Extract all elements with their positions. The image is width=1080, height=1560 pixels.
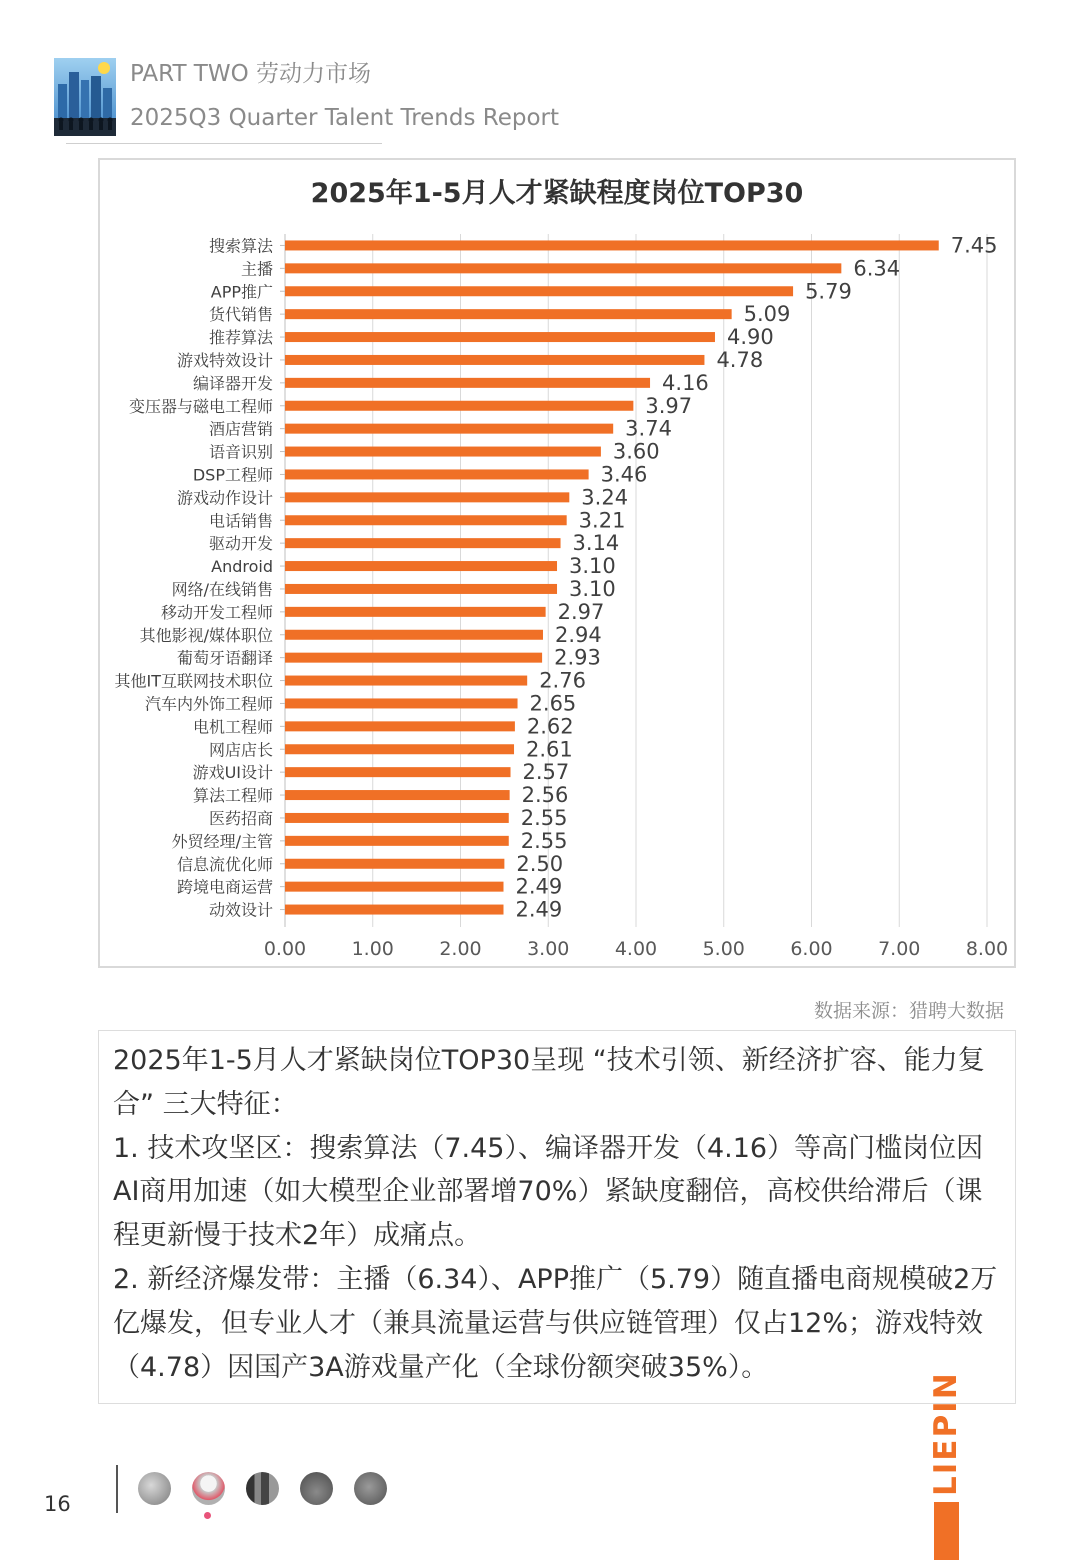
chart-container [98, 158, 1016, 968]
brand-logo-text: LIEPIN [928, 1371, 964, 1496]
bar [285, 584, 557, 594]
source-note: 数据来源：猎聘大数据 [813, 1000, 1004, 1022]
value-label: 4.16 [662, 370, 709, 395]
bar-chart [100, 160, 1014, 966]
category-label: 酒店营销 [208, 419, 273, 439]
avatar-globe-icon [138, 1472, 171, 1505]
value-label: 5.79 [805, 279, 852, 304]
value-label: 3.24 [581, 485, 629, 510]
bar [285, 882, 503, 892]
value-label: 4.90 [726, 325, 774, 350]
category-label: 医药招商 [208, 808, 273, 828]
analysis-text-box [98, 1030, 1016, 1404]
x-tick-label: 7.00 [878, 938, 921, 960]
bar [285, 836, 509, 846]
bar [285, 561, 557, 571]
bar [285, 653, 542, 663]
bar [285, 790, 510, 800]
brand-accent-bar [934, 1502, 959, 1560]
x-tick-label: 6.00 [790, 938, 833, 960]
header-text [130, 52, 559, 140]
bar [285, 744, 514, 754]
value-label: 2.61 [526, 737, 573, 762]
value-label: 2.50 [516, 851, 564, 876]
avatar-person-icon [192, 1472, 225, 1505]
x-tick-label: 4.00 [614, 938, 658, 960]
footer-divider [116, 1465, 118, 1513]
bar [285, 263, 841, 273]
value-label: 3.97 [645, 393, 693, 418]
header-part-title: PART TWO 劳动力市场 [130, 61, 372, 87]
category-label: 推荐算法 [208, 328, 273, 348]
bar [285, 767, 511, 777]
value-label: 7.45 [950, 233, 998, 258]
value-label: 2.62 [526, 714, 574, 739]
category-label: 游戏动作设计 [176, 488, 273, 508]
category-label: 语音识别 [208, 442, 273, 462]
value-label: 3.14 [572, 531, 620, 556]
page-number: 16 [44, 1492, 71, 1516]
x-tick-label: 1.00 [351, 938, 394, 960]
analysis-intro: 2025年1-5月人才紧缺岗位TOP30呈现 “技术引领、新经济扩容、能力复合” 三大特征： [113, 1045, 985, 1120]
value-label: 3.21 [578, 508, 626, 533]
category-label: 编译器开发 [192, 373, 273, 393]
bar [285, 309, 732, 319]
value-label: 3.46 [600, 462, 648, 487]
category-label: 变压器与磁电工程师 [128, 396, 273, 416]
value-label: 2.94 [554, 622, 602, 647]
x-tick-label: 0.00 [263, 938, 307, 960]
active-indicator-dot [204, 1512, 211, 1519]
x-tick-label: 8.00 [965, 938, 1009, 960]
bar [285, 515, 567, 525]
category-label: 主播 [240, 259, 273, 279]
category-label: 跨境电商运营 [176, 877, 273, 897]
category-label: APP推广 [210, 282, 273, 302]
value-label: 3.74 [625, 416, 672, 441]
bar [285, 332, 715, 342]
category-label: Android [211, 557, 273, 577]
x-tick-label: 3.00 [527, 938, 570, 960]
bar [285, 607, 546, 617]
category-label: 移动开发工程师 [160, 602, 273, 622]
value-label: 3.10 [569, 554, 616, 579]
bar [285, 859, 504, 869]
value-label: 2.65 [529, 691, 577, 716]
bar [285, 698, 518, 708]
category-label: DSP工程师 [192, 465, 273, 485]
bar [285, 378, 650, 388]
category-label: 游戏UI设计 [192, 763, 273, 783]
value-label: 2.56 [521, 783, 569, 808]
category-label: 电话销售 [208, 511, 273, 531]
category-label: 网店店长 [208, 740, 273, 760]
x-tick-label: 5.00 [702, 938, 745, 960]
bar [285, 538, 561, 548]
value-label: 5.09 [743, 302, 791, 327]
bar [285, 424, 613, 434]
category-label: 驱动开发 [208, 534, 273, 554]
value-label: 2.55 [520, 828, 568, 853]
value-label: 2.97 [557, 599, 605, 624]
chart-title: 2025年1-5月人才紧缺程度岗位TOP30 [310, 178, 804, 209]
value-label: 2.76 [539, 668, 586, 693]
bar [285, 286, 793, 296]
header-divider [66, 143, 382, 144]
value-label: 3.60 [612, 439, 660, 464]
bar [285, 676, 527, 686]
analysis-point-1: 1. 技术攻坚区：搜索算法（7.45）、编译器开发（4.16）等高门槛岗位因AI商用加速（如大模型企业部署增70%）紧缺度翻倍，高校供给滞后（课程更新慢于技术2年）成痛点。 [113, 1132, 984, 1252]
bar [285, 447, 601, 457]
category-label: 其他IT互联网技术职位 [114, 671, 273, 691]
category-label: 电机工程师 [192, 717, 273, 737]
bar [285, 492, 569, 502]
value-label: 2.57 [522, 760, 570, 785]
bar [285, 721, 515, 731]
value-label: 4.78 [716, 347, 764, 372]
category-label: 其他影视/媒体职位 [139, 625, 273, 645]
value-label: 3.10 [569, 576, 616, 601]
category-label: 信息流优化师 [176, 854, 273, 874]
category-label: 游戏特效设计 [176, 350, 273, 370]
avatar-globe2-icon [354, 1472, 387, 1505]
bar [285, 905, 503, 915]
analysis-point-2: 2. 新经济爆发带：主播（6.34）、APP推广（5.79）随直播电商规模破2万亿爆发，但专业人才（兼具流量运营与供应链管理）仅占12%；游戏特效（4.78）因国产3A游戏量产化（全球份额突破35%）。 [113, 1263, 998, 1383]
value-label: 2.49 [515, 897, 563, 922]
category-label: 算法工程师 [192, 786, 273, 806]
bar [285, 240, 939, 250]
avatar-city-icon [246, 1472, 279, 1505]
value-label: 6.34 [853, 256, 901, 281]
bar [285, 813, 509, 823]
category-label: 葡萄牙语翻译 [176, 648, 273, 668]
header-report-title: 2025Q3 Quarter Talent Trends Report [130, 105, 560, 131]
category-label: 动效设计 [208, 900, 273, 920]
bar [285, 401, 633, 411]
value-label: 2.55 [520, 805, 568, 830]
bar [285, 630, 543, 640]
footer-avatars [138, 1472, 387, 1505]
city-skyline-icon [54, 58, 116, 136]
bar [285, 469, 589, 479]
category-label: 货代销售 [208, 305, 273, 325]
avatar-car-icon [300, 1472, 333, 1505]
x-tick-label: 2.00 [439, 938, 482, 960]
header-logo [54, 58, 116, 136]
category-label: 汽车内外饰工程师 [144, 694, 273, 714]
value-label: 2.93 [554, 645, 601, 670]
category-label: 搜索算法 [208, 236, 273, 256]
category-label: 网络/在线销售 [171, 579, 273, 599]
value-label: 2.49 [515, 874, 563, 899]
category-label: 外贸经理/主管 [171, 831, 273, 851]
bar [285, 355, 704, 365]
